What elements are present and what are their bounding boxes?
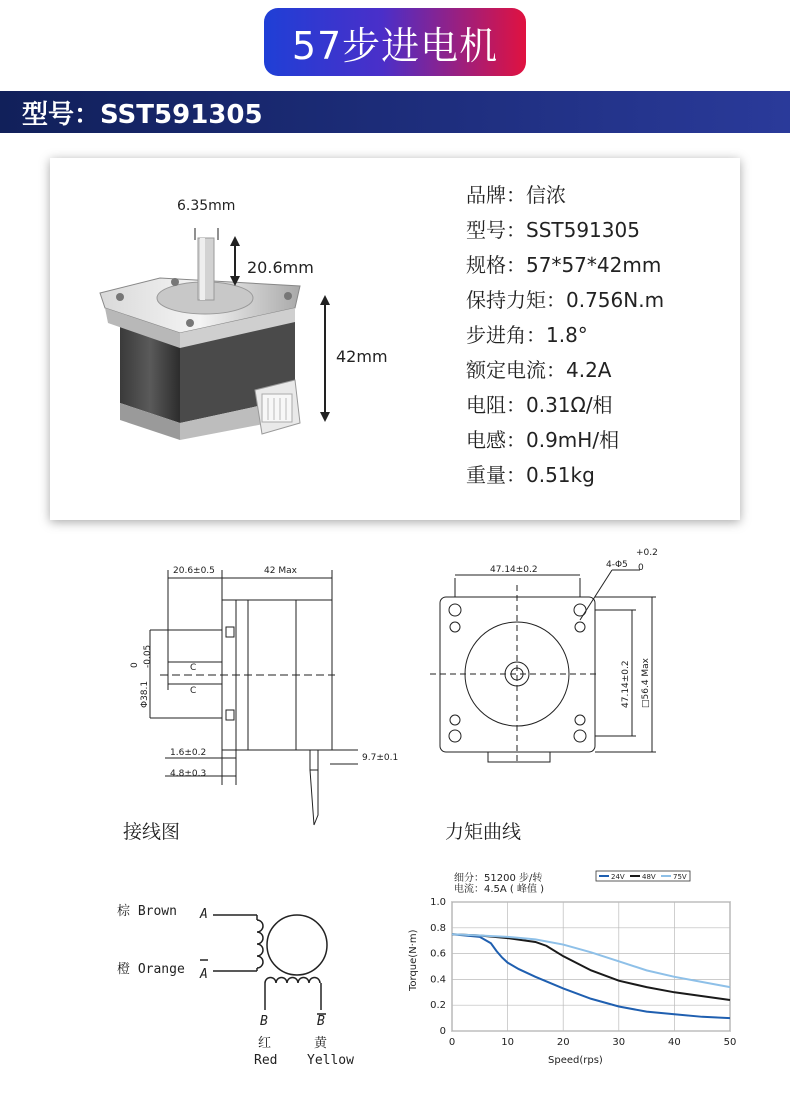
dim-body-length: 42 Max [264,566,297,576]
wire-brown-label: 棕 Brown [117,904,177,919]
wire-yellow-en: Yellow [307,1053,354,1068]
chart-annotation-2: 电流：4.5A ( 峰值 ) [454,884,545,895]
plot-frame [452,902,730,1031]
legend-label-24V: 24V [611,873,625,881]
y-tick-label: 1.0 [430,897,446,908]
y-tick-label: 0.8 [430,922,446,934]
x-tick-label: 40 [668,1037,681,1048]
spec-weight: 重量：0.51kg [466,463,595,487]
phase-b-label: B [260,1014,268,1029]
y-tick-label: 0.6 [430,948,446,960]
dim-tol-top: 0 [130,662,140,668]
spec-model: 型号：SST591305 [466,218,640,242]
wire-orange-label: 橙 Orange [117,962,185,977]
chart-annotation-1: 细分：51200 步/转 [454,873,543,884]
x-tick-label: 20 [556,1037,570,1048]
legend-label-75V: 75V [673,873,687,881]
x-tick-label: 30 [612,1037,626,1048]
x-tick-label: 10 [501,1037,514,1048]
dim-connector: 9.7±0.1 [362,753,399,763]
phase-b-bar-label: B [317,1014,325,1029]
shaft-diameter-label: 6.35mm [177,198,236,214]
page-title: 57步进电机 [264,8,526,76]
dim-flange: 4.8±0.3 [170,769,207,779]
spec-size: 规格：57*57*42mm [466,253,662,277]
y-tick-label: 0 [439,1026,446,1037]
x-tick-label: 50 [723,1037,737,1048]
dim-hole-count: 4-Φ5 [606,560,628,570]
torque-chart [0,860,790,1080]
wire-red-en: Red [254,1053,278,1068]
shaft-length-label: 20.6mm [247,258,314,277]
dim-hole-spacing: 47.14±0.2 [490,565,538,575]
dim-boss-height: 1.6±0.2 [170,748,207,758]
y-tick-label: 0.2 [430,1000,446,1012]
dim-boss-dia: Φ38.1 [140,680,150,708]
legend-label-48V: 48V [642,873,656,881]
y-tick-label: 0.4 [430,974,446,986]
dim-flange-size: □56.4 Max [641,657,651,708]
dim-hole-tol-bottom: 0 [638,563,644,573]
chart-ylabel: Torque(N·m) [408,929,419,991]
wire-yellow-cn: 黄 [314,1036,328,1051]
spec-torque: 保持力矩：0.756N.m [466,288,665,312]
phase-a-label: A [200,907,208,922]
dim-tol-bottom: -0.05 [143,644,153,668]
spec-list [466,178,664,493]
dim-hole-spacing-v: 47.14±0.2 [621,660,631,708]
dim-shaft-length: 20.6±0.5 [173,566,215,576]
series-line-48V [452,934,730,1000]
spec-resistance: 电阻：0.31Ω/相 [466,393,613,417]
chart-xlabel: Speed(rps) [548,1055,603,1066]
spec-inductance: 电感：0.9mH/相 [466,428,620,452]
model-banner: 型号：SST591305 [0,91,790,133]
torque-title: 力矩曲线 [445,821,522,843]
spec-brand: 品牌：信浓 [466,183,566,207]
dim-hole-tol-top: +0.2 [636,548,658,558]
x-tick-label: 0 [448,1037,456,1048]
phase-a-bar-label: A [200,967,208,982]
technical-drawing [0,540,790,830]
dim-c-bottom: C [190,686,197,696]
body-length-label: 42mm [336,347,388,366]
wire-red-cn: 红 [258,1036,272,1051]
chart-legend [596,871,690,881]
spec-step-angle: 步进角：1.8° [466,323,588,347]
dim-c-top: C [190,663,197,673]
spec-current: 额定电流：4.2A [466,358,612,382]
product-card [50,158,740,520]
wiring-title: 接线图 [123,821,181,843]
